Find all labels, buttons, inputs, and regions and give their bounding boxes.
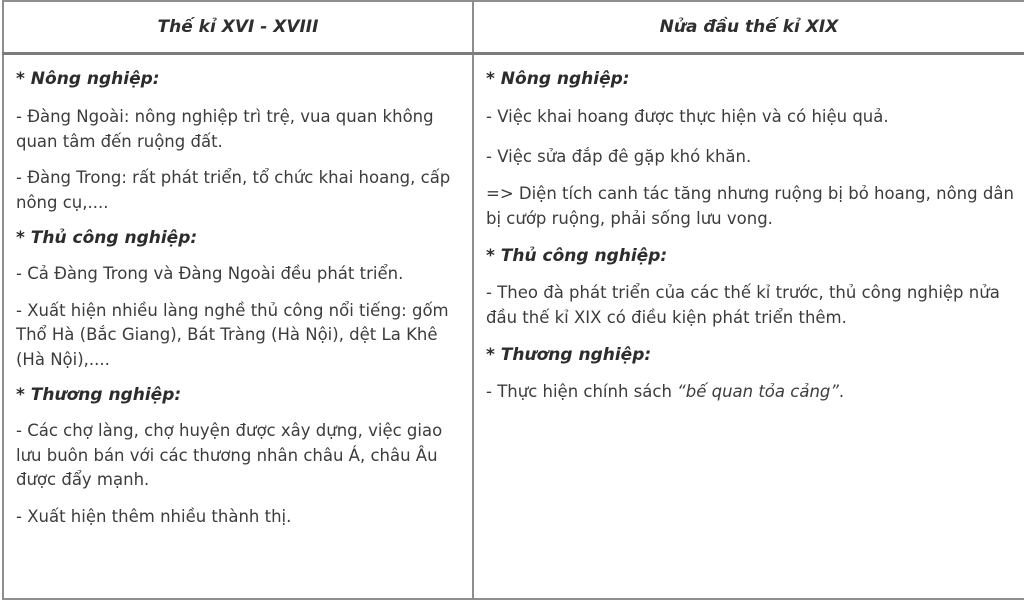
left-agriculture-item-2: - Đàng Trong: rất phát triển, tổ chức khai hoang, cấp nông cụ,.... bbox=[16, 168, 451, 212]
right-agriculture-item-2: - Việc sửa đắp đê gặp khó khăn. bbox=[486, 146, 752, 166]
left-column bbox=[3, 54, 473, 600]
right-handicraft-heading: * Thủ công nghiệp: bbox=[486, 246, 668, 266]
left-agriculture-heading: * Nông nghiệp: bbox=[16, 69, 160, 89]
content-row bbox=[3, 54, 1024, 600]
left-handicraft-heading: * Thủ công nghiệp: bbox=[16, 228, 198, 248]
right-commerce-item-1 bbox=[486, 380, 1018, 405]
header-right: Nửa đầu thế kỉ XIX bbox=[473, 1, 1024, 54]
right-commerce-item-1-prefix: - Thực hiện chính sách bbox=[486, 382, 678, 401]
left-commerce-heading: * Thương nghiệp: bbox=[16, 385, 182, 405]
right-column bbox=[473, 54, 1024, 600]
right-commerce-item-1-suffix: . bbox=[838, 382, 845, 401]
left-handicraft-item-1: - Cả Đàng Trong và Đàng Ngoài đều phát triển. bbox=[16, 264, 404, 283]
header-row bbox=[3, 1, 1024, 54]
right-commerce-policy-name: “bế quan tỏa cảng” bbox=[677, 382, 839, 401]
left-commerce-item-2: - Xuất hiện thêm nhiều thành thị. bbox=[16, 506, 292, 526]
right-agriculture-item-1: - Việc khai hoang được thực hiện và có hiệu quả. bbox=[486, 107, 889, 126]
left-agriculture-item-1: - Đàng Ngoài: nông nghiệp trì trệ, vua quan không quan tâm đến ruộng đất. bbox=[16, 107, 434, 151]
right-commerce-heading: * Thương nghiệp: bbox=[486, 345, 652, 365]
right-agriculture-heading: * Nông nghiệp: bbox=[486, 69, 630, 89]
left-commerce-item-1: - Các chợ làng, chợ huyện được xây dựng, việc giao lưu buôn bán với các thương nhân châu Á, châu Âu được đẩy mạnh. bbox=[16, 421, 443, 489]
right-agriculture-conclusion: => Diện tích canh tác tăng nhưng ruộng bị bỏ hoang, nông dân bị cướp ruộng, phải sống lưu vong. bbox=[486, 184, 1014, 228]
comparison-table bbox=[2, 0, 1024, 600]
header-left: Thế kỉ XVI - XVIII bbox=[3, 1, 473, 54]
left-handicraft-item-2: - Xuất hiện nhiều làng nghề thủ công nổi tiếng: gốm Thổ Hà (Bắc Giang), Bát Tràng (Hà Nội), dệt La Khê (Hà Nội),.... bbox=[16, 300, 449, 369]
right-handicraft-item-1: - Theo đà phát triển của các thế kỉ trước, thủ công nghiệp nửa đầu thế kỉ XIX có điều kiện phát triển thêm. bbox=[486, 283, 1000, 327]
